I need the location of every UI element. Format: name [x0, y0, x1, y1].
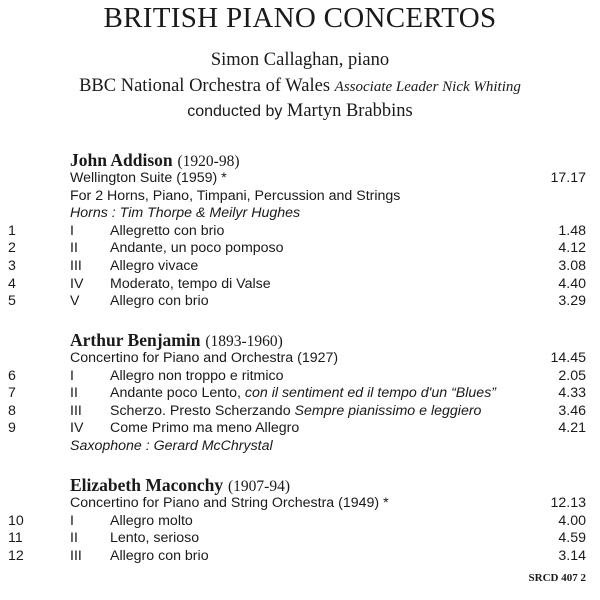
performer: Simon Callaghan, piano: [210, 50, 390, 70]
track-number: 3: [8, 257, 16, 274]
track-title: [110, 530, 199, 548]
track-duration: 4.21: [558, 420, 586, 437]
work-duration: 17.17: [550, 170, 586, 186]
track-list: [0, 223, 600, 311]
track-number: 5: [8, 293, 16, 310]
track-number: 1: [8, 222, 16, 239]
work-row: [0, 495, 600, 513]
track-number: 8: [8, 402, 16, 419]
work-title: Wellington Suite (1959) *: [70, 170, 227, 186]
track-row: [0, 420, 600, 438]
track-row: [0, 548, 600, 566]
track-number: 6: [8, 367, 16, 384]
track-duration: 4.33: [558, 385, 586, 402]
movement-number: IV: [70, 420, 84, 437]
composer-name: Elizabeth Maconchy: [70, 475, 224, 495]
movement-number: IV: [70, 275, 84, 292]
track-title: [110, 276, 271, 294]
track-tempo-marking: con il sentiment ed il tempo d'un “Blues”: [244, 385, 497, 402]
composer-heading: [0, 150, 600, 170]
credit: Saxophone : Gerard McChrystal: [70, 437, 273, 454]
track-title: [110, 258, 198, 276]
album-title: BRITISH PIANO CONCERTOS: [103, 2, 497, 34]
track-title-text: Come Primo ma meno Allegro: [110, 420, 300, 437]
track-row: [0, 403, 600, 421]
track-title-text: Allegro vivace: [110, 257, 199, 274]
track-title-text: Moderato, tempo di Valse: [110, 275, 271, 292]
track-number: 11: [8, 530, 23, 547]
movement-number: V: [70, 293, 80, 310]
track-title: [110, 293, 209, 311]
track-title-text: Allegro molto: [110, 512, 193, 529]
movement-number: III: [70, 547, 82, 564]
track-row: [0, 385, 600, 403]
track-row: [0, 293, 600, 311]
track-duration: 3.14: [558, 547, 586, 564]
track-duration: 1.48: [558, 222, 586, 239]
track-title: [110, 385, 496, 403]
movement-number: II: [70, 530, 78, 547]
track-tempo-marking: Sempre pianissimo e leggiero: [294, 402, 482, 419]
composer-dates: (1907-94): [228, 478, 290, 495]
catalogue-number: SRCD 407 2: [528, 572, 586, 584]
leader: Associate Leader Nick Whiting: [334, 79, 521, 95]
track-title-text: Allegro con brio: [110, 547, 209, 564]
composer-heading: [0, 330, 600, 350]
movement-number: II: [70, 385, 78, 402]
track-title: [110, 240, 284, 258]
movement-number: I: [70, 367, 74, 384]
track-duration: 4.40: [558, 275, 586, 292]
track-duration: 4.12: [558, 240, 586, 257]
track-title: [110, 223, 224, 241]
track-number: 12: [8, 547, 24, 564]
track-list: [0, 368, 600, 438]
section-maconchy: [0, 475, 600, 565]
work-title: Concertino for Piano and Orchestra (1927): [70, 350, 339, 366]
track-duration: 3.08: [558, 257, 586, 274]
composer-name: John Addison: [70, 150, 173, 170]
track-row: [0, 258, 600, 276]
conductor: Martyn Brabbins: [286, 101, 413, 121]
section-benjamin: [0, 330, 600, 456]
track-number: 9: [8, 420, 16, 437]
work-duration: 12.13: [550, 495, 586, 511]
track-number: 4: [8, 275, 16, 292]
composer-name: Arthur Benjamin: [70, 330, 201, 350]
track-title-text: Andante, un poco pomposo: [110, 240, 284, 257]
track-duration: 3.46: [558, 402, 586, 419]
track-title: [110, 403, 481, 421]
work-row: [0, 350, 600, 368]
movement-number: II: [70, 240, 78, 257]
work-note: [0, 188, 600, 206]
track-row: [0, 223, 600, 241]
track-number: 10: [8, 512, 24, 529]
composer-dates: (1920-98): [177, 153, 240, 170]
work-title: Concertino for Piano and String Orchestra (1949) *: [70, 495, 389, 511]
track-number: 2: [8, 240, 16, 257]
conductor-line: [0, 101, 600, 122]
movement-number: III: [70, 257, 82, 274]
track-title-text: Scherzo. Presto Scherzando: [110, 402, 291, 419]
instrumentation: For 2 Horns, Piano, Timpani, Percussion and Strings: [70, 187, 401, 204]
orchestra-line: [0, 76, 600, 97]
track-row: [0, 530, 600, 548]
track-title-text: Allegretto con brio: [110, 222, 225, 239]
track-title: [110, 513, 193, 531]
track-title: [110, 368, 284, 386]
track-row: [0, 513, 600, 531]
movement-number: III: [70, 402, 82, 419]
track-title-text: Allegro non troppo e ritmico: [110, 367, 284, 384]
track-duration: 3.29: [558, 293, 586, 310]
movement-number: I: [70, 512, 74, 529]
composer-dates: (1893-1960): [205, 333, 283, 350]
track-title-text: Andante poco Lento,: [110, 385, 241, 402]
track-row: [0, 240, 600, 258]
work-row: [0, 170, 600, 188]
track-title: [110, 548, 209, 566]
track-duration: 4.59: [558, 530, 586, 547]
track-title-text: Lento, serioso: [110, 530, 200, 547]
track-row: [0, 368, 600, 386]
track-title-text: Allegro con brio: [110, 293, 209, 310]
track-row: [0, 276, 600, 294]
track-title: [110, 420, 299, 438]
track-duration: 4.00: [558, 512, 586, 529]
conducted-prefix: conducted by: [187, 103, 283, 120]
orchestra: BBC National Orchestra of Wales: [79, 76, 331, 96]
credit: Horns : Tim Thorpe & Meilyr Hughes: [70, 205, 301, 222]
credit-row: [0, 438, 600, 456]
track-number: 7: [8, 385, 16, 402]
section-addison: [0, 150, 600, 311]
composer-heading: [0, 475, 600, 495]
movement-number: I: [70, 222, 74, 239]
work-duration: 14.45: [550, 350, 586, 366]
credit-row: [0, 205, 600, 223]
track-list: [0, 513, 600, 566]
track-duration: 2.05: [558, 367, 586, 384]
